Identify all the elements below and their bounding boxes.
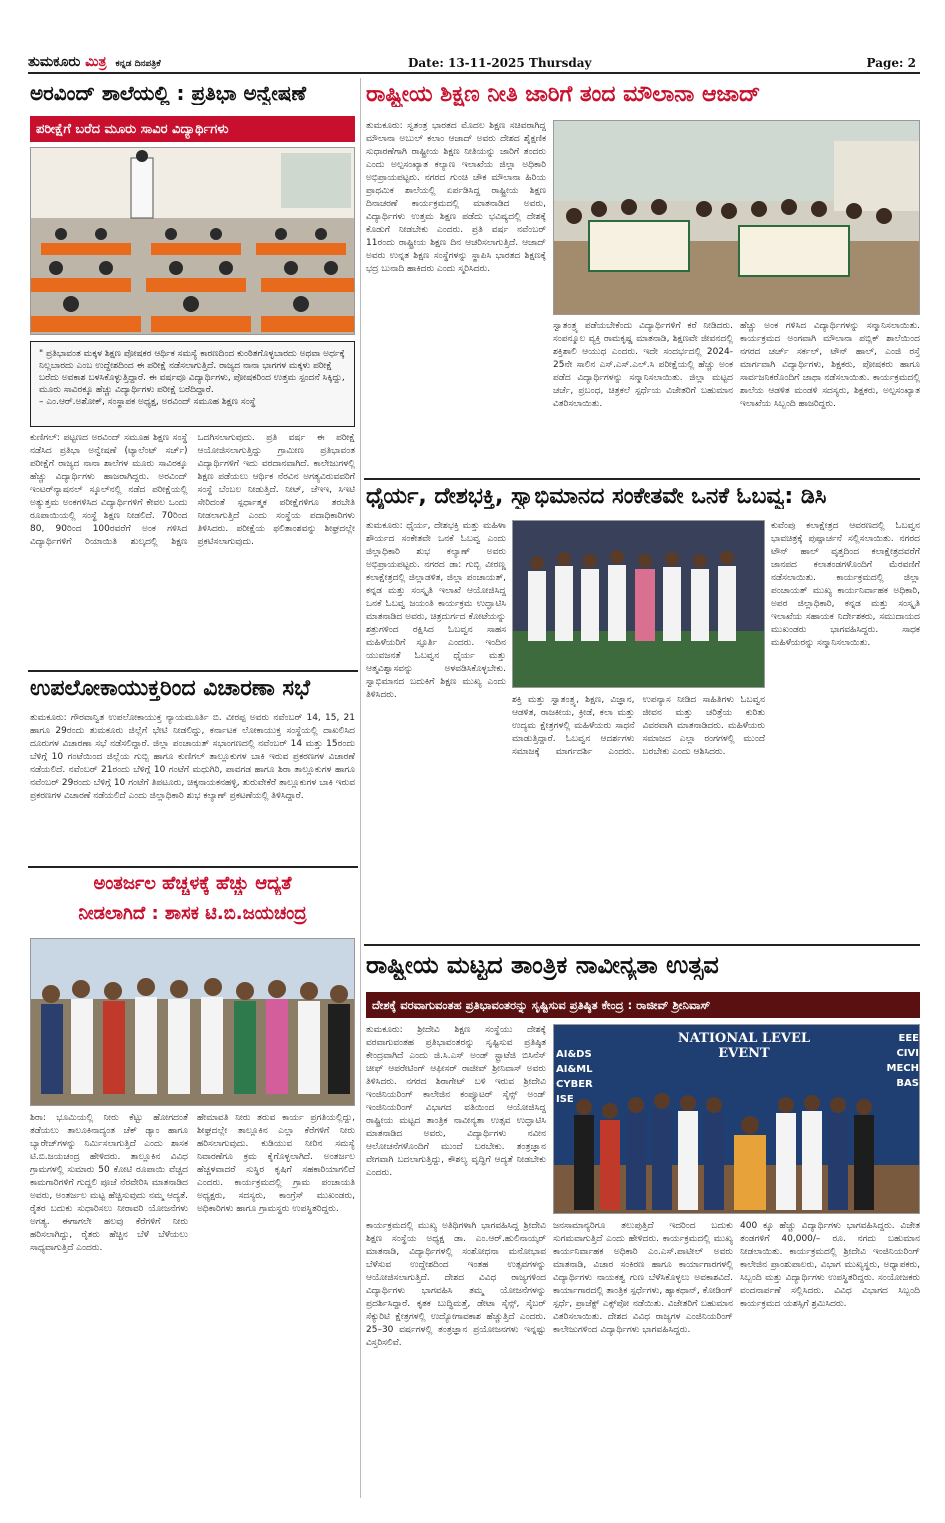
section-rule [28, 866, 358, 868]
story1-subhead: ಪರೀಕ್ಷೆಗೆ ಬರೆದ ಮೂರು ಸಾವಿರ ವಿದ್ಯಾರ್ಥಿಗಳು [30, 116, 355, 142]
group-illustration [31, 939, 355, 1106]
story4-headline: ಉಪಲೋಕಾಯುಕ್ತರಿಂದ ವಿಚಾರಣಾ ಸಭೆ [30, 676, 310, 701]
event-group-illustration [554, 1025, 920, 1214]
masthead-rule [28, 72, 920, 74]
story6-col3: ಜನಸಾಮಾನ್ಯರಿಗೂ ತಲುಪುತ್ತಿದೆ ಇದರಿಂದ ಬದುಕು ಸುಗಮವಾಗುತ್ತಿದೆ ಎಂದು ಹೇಳಿದರು. ಕಾರ್ಯಕ್ರಮದಲ್ಲಿ ಮುಖ್ಯ ಕಾರ್ಯನಿರ್ವಾಹಕ ಅಧಿಕಾರಿ ಎಂ.ಎಸ್.ಪಾಟೀಲ್ ಅವರು ಮಾತನಾಡಿ, ವಿಚಾರ ಸಂಕಿರಣ ಹಾಗೂ ಕಾರ್ಯಾಗಾರಗಳಲ್ಲಿ ವಿದ್ಯಾರ್ಥಿಗಳು ನಾಯಕತ್ವ ಗುಣ ಬೆಳೆಸಿಕೊಳ್ಳಲು ಅವಕಾಶವಿದೆ. ಕಾರ್ಯಾಗಾರದಲ್ಲಿ ತಾಂತ್ರಿಕ ಸ್ಪರ್ಧೆಗಳು, ಹ್ಯಾಕಥಾನ್, ಕೋಡಿಂಗ್ ಸ್ಪರ್ಧೆ, ಪ್ರಾಜೆಕ್ಟ್ ಎಕ್ಸ್‌ಪೋ ನಡೆಯಿತು. ವಿಜೇತರಿಗೆ ಬಹುಮಾನ ವಿತರಿಸಲಾಯಿತು. ದೇಶದ ವಿವಿಧ ರಾಜ್ಯಗಳ ಎಂಜಿನಿಯರಿಂಗ್ ಕಾಲೇಜುಗಳಿಂದ ವಿದ್ಯಾರ್ಥಿಗಳು ಭಾಗವಹಿಸಿದ್ದರು. [553, 1221, 733, 1335]
event-banner: NATIONAL LEVEL EVENT [677, 1031, 811, 1061]
dept-list-right: EEE CIVI MECH BAS [886, 1033, 919, 1089]
story4-body: ತುಮಕೂರು: ಗೌರವಾನ್ವಿತ ಉಪಲೋಕಾಯುಕ್ತ ನ್ಯಾಯಮೂರ್ತಿ ಬಿ. ವೀರಪ್ಪ ಅವರು ನವೆಂಬರ್ 14, 15, 21 ಹಾಗೂ 29ರಂದು ತುಮಕೂರು ಜಿಲ್ಲೆಗೆ ಭೇಟಿ ನೀಡಲಿದ್ದು, ಕರ್ನಾಟಕ ಲೋಕಾಯುಕ್ತ ಸಂಸ್ಥೆಯಲ್ಲಿ ದಾಖಲಿಸಿದ ದೂರುಗಳ ವಿಚಾರಣಾ ಸಭೆ ನಡೆಸಲಿದ್ದಾರೆ. ಜಿಲ್ಲಾ ಪಂಚಾಯತ್ ಸಭಾಂಗಣದಲ್ಲಿ ನವೆಂಬರ್ 14 ಮತ್ತು 15ರಂದು ಬೆಳಿಗ್ಗೆ 10 ಗಂಟೆಯಿಂದ ಜಿಲ್ಲೆಯ ಗುಬ್ಬಿ ಹಾಗೂ ಕುಣಿಗಲ್ ತಾಲ್ಲೂಕುಗಳ ಬಾಕಿ ಇರುವ ಪ್ರಕರಣಗಳ ವಿಚಾರಣೆ ನಡೆಯಲಿದೆ. ನವೆಂಬರ್ 21ರಂದು ಬೆಳಿಗ್ಗೆ 10 ಗಂಟೆಗೆ ಮಧುಗಿರಿ, ಪಾವಗಡ ಹಾಗೂ ಶಿರಾ ತಾಲ್ಲೂಕುಗಳ ಹಾಗೂ ನವೆಂಬರ್ 29ರಂದು ಬೆಳಿಗ್ಗೆ 10 ಗಂಟೆಗೆ ತಿಪಟೂರು, ಚಿಕ್ಕನಾಯಕನಹಳ್ಳಿ, ತುರುವೇಕೆರೆ ತಾಲ್ಲೂಕುಗಳ ಬಾಕಿ ಇರುವ ಪ್ರಕರಣಗಳ ವಿಚಾರಣೆ ನಡೆಯಲಿದೆ ಎಂದು ಜಿಲ್ಲಾಧಿಕಾರಿ ಶುಭ ಕಲ್ಯಾಣ್ ಪ್ರಕಟಣೆಯಲ್ಲಿ ತಿಳಿಸಿದ್ದಾರೆ. [30, 713, 355, 801]
story6-col2: ಕಾರ್ಯಕ್ರಮದಲ್ಲಿ ಮುಖ್ಯ ಅತಿಥಿಗಳಾಗಿ ಭಾಗವಹಿಸಿದ್ದ ಶ್ರೀದೇವಿ ಶಿಕ್ಷಣ ಸಂಸ್ಥೆಯ ಅಧ್ಯಕ್ಷ ಡಾ. ಎಂ.ಆರ್.ಹುಲಿನಾಯ್ಕರ್ ಮಾತನಾಡಿ, ವಿದ್ಯಾರ್ಥಿಗಳಲ್ಲಿ ಸಂಶೋಧನಾ ಮನೋಭಾವ ಬೆಳೆಸುವ ಉದ್ದೇಶದಿಂದ ಇಂತಹ ಉತ್ಸವಗಳನ್ನು ಆಯೋಜಿಸಲಾಗುತ್ತಿದೆ. ದೇಶದ ವಿವಿಧ ರಾಜ್ಯಗಳಿಂದ ವಿದ್ಯಾರ್ಥಿಗಳು ಭಾಗವಹಿಸಿ ತಮ್ಮ ಯೋಜನೆಗಳನ್ನು ಪ್ರದರ್ಶಿಸಿದ್ದಾರೆ. ಕೃತಕ ಬುದ್ಧಿಮತ್ತೆ, ಡೇಟಾ ಸೈನ್ಸ್, ಸೈಬರ್ ಸೆಕ್ಯುರಿಟಿ ಕ್ಷೇತ್ರಗಳಲ್ಲಿ ಉದ್ಯೋಗಾವಕಾಶ ಹೆಚ್ಚುತ್ತಿದೆ ಎಂದರು. 25–30 ವರ್ಷಗಳಲ್ಲಿ ತಂತ್ರಜ್ಞಾನ ಪ್ರಯೋಜನಗಳು ಇನ್ನಷ್ಟು ವಿಸ್ತರಿಸಲಿವೆ. [366, 1221, 546, 1348]
exam-hall-photo [30, 147, 355, 335]
story5-col1: ಶಿರಾ: ಭೂಮಿಯಲ್ಲಿ ನೀರು ಕೆಟ್ಟು ಹೋಗದಂತೆ ತಡೆಯಲು ತಾಲೂಕಿನಾದ್ಯಂತ ಚೆಕ್ ಡ್ಯಾಂ ಹಾಗೂ ಬ್ಯಾರೇಜ್‌ಗಳನ್ನು ನಿರ್ಮಿಸಲಾಗುತ್ತಿದೆ ಎಂದು ಶಾಸಕ ಟಿ.ಬಿ.ಜಯಚಂದ್ರ ಹೇಳಿದರು. ತಾಲ್ಲೂಕಿನ ವಿವಿಧ ಗ್ರಾಮಗಳಲ್ಲಿ ಸುಮಾರು 50 ಕೋಟಿ ರೂಪಾಯಿ ವೆಚ್ಚದ ಕಾಮಗಾರಿಗಳಿಗೆ ಗುದ್ದಲಿ ಪೂಜೆ ನೆರವೇರಿಸಿ ಮಾತನಾಡಿದ ಅವರು, ಅಂತರ್ಜಲ ಮಟ್ಟ ಹೆಚ್ಚಿಸುವುದು ನಮ್ಮ ಆದ್ಯತೆ. ರೈತರ ಬದುಕು ಸುಧಾರಿಸಲು ನೀರಾವರಿ ಯೋಜನೆಗಳು ಅಗತ್ಯ. ಈಗಾಗಲೇ ಹಲವು ಕೆರೆಗಳಿಗೆ ನೀರು ಹರಿಸಲಾಗಿದ್ದು, ರೈತರು ಹೆಚ್ಚಿನ ಬೆಳೆ ಬೆಳೆಯಲು ಸಾಧ್ಯವಾಗುತ್ತಿದೆ ಎಂದರು. [30, 1113, 188, 1253]
mla-group-photo [30, 938, 355, 1106]
story5-col2: ಹೇಮಾವತಿ ನೀರು ತರುವ ಕಾರ್ಯ ಪ್ರಗತಿಯಲ್ಲಿದ್ದು, ಶೀಘ್ರದಲ್ಲೇ ತಾಲ್ಲೂಕಿನ ಎಲ್ಲಾ ಕೆರೆಗಳಿಗೆ ನೀರು ಹರಿಸಲಾಗುವುದು. ಕುಡಿಯುವ ನೀರಿನ ಸಮಸ್ಯೆ ನಿವಾರಣೆಗೂ ಕ್ರಮ ಕೈಗೊಳ್ಳಲಾಗಿದೆ. ಅಂತರ್ಜಲ ಹೆಚ್ಚಳವಾದರೆ ಸುಸ್ಥಿರ ಕೃಷಿಗೆ ಸಹಕಾರಿಯಾಗಲಿದೆ ಎಂದರು. ಕಾರ್ಯಕ್ರಮದಲ್ಲಿ ಗ್ರಾಮ ಪಂಚಾಯತಿ ಅಧ್ಯಕ್ಷರು, ಸದಸ್ಯರು, ಕಾಂಗ್ರೆಸ್ ಮುಖಂಡರು, ಅಧಿಕಾರಿಗಳು ಹಾಗೂ ಗ್ರಾಮಸ್ಥರು ಉಪಸ್ಥಿತರಿದ್ದರು. [197, 1113, 355, 1214]
story5-headline-line2: ನೀಡಲಾಗಿದೆ : ಶಾಸಕ ಟಿ.ಬಿ.ಜಯಚಂದ್ರ [78, 904, 307, 924]
story1-headline: ಅರವಿಂದ್ ಶಾಲೆಯಲ್ಲಿ : ಪ್ರತಿಭಾ ಅನ್ವೇಷಣೆ [30, 82, 307, 105]
section-rule [364, 944, 920, 946]
story3-col1: ತುಮಕೂರು: ಧೈರ್ಯ, ದೇಶಭಕ್ತಿ ಮತ್ತು ಮಹಿಳಾ ಶೌರ್ಯದ ಸಂಕೇತವೇ ಒನಕೆ ಓಬವ್ವ ಎಂದು ಜಿಲ್ಲಾಧಿಕಾರಿ ಶುಭ ಕಲ್ಯಾಣ್ ಅವರು ಅಭಿಪ್ರಾಯಪಟ್ಟರು. ನಗರದ ಡಾ: ಗುಬ್ಬಿ ವೀರಣ್ಣ ಕಲಾಕ್ಷೇತ್ರದಲ್ಲಿ ಜಿಲ್ಲಾಡಳಿತ, ಜಿಲ್ಲಾ ಪಂಚಾಯತ್, ಕನ್ನಡ ಮತ್ತು ಸಂಸ್ಕೃತಿ ಇಲಾಖೆ ಆಯೋಜಿಸಿದ್ದ ಒನಕೆ ಓಬವ್ವ ಜಯಂತಿ ಕಾರ್ಯಕ್ರಮ ಉದ್ಘಾಟಿಸಿ ಮಾತನಾಡಿದ ಅವರು, ಚಿತ್ರದುರ್ಗದ ಕೋಟೆಯನ್ನು ಶತ್ರುಗಳಿಂದ ರಕ್ಷಿಸಿದ ಓಬವ್ವನ ಸಾಹಸ ಮಹಿಳೆಯರಿಗೆ ಸ್ಫೂರ್ತಿ ಎಂದರು. ಇಂದಿನ ಯುವಜನತೆ ಓಬವ್ವನ ಧೈರ್ಯ ಮತ್ತು ಆತ್ಮವಿಶ್ವಾಸವನ್ನು ಅಳವಡಿಸಿಕೊಳ್ಳಬೇಕು. ಸ್ವಾಭಿಮಾನದ ಬದುಕಿಗೆ ಶಿಕ್ಷಣ ಮುಖ್ಯ ಎಂದು ತಿಳಿಸಿದರು. [366, 521, 506, 700]
masthead-brand [28, 54, 161, 70]
section-rule [28, 670, 358, 672]
story3-headline: ಧೈರ್ಯ, ದೇಶಭಕ್ತಿ, ಸ್ವಾಭಿಮಾನದ ಸಂಕೇತವೇ ಒನಕೆ ಓಬವ್ವ: ಡಿಸಿ [366, 484, 827, 509]
obavva-stage-photo [512, 520, 765, 688]
event-stage-photo [553, 1024, 920, 1214]
brand-part-2: ಮಿತ್ರ [85, 54, 107, 70]
column-divider [360, 78, 361, 1498]
story5-headline-line1: ಅಂತರ್ಜಲ ಹೆಚ್ಚಳಕ್ಕೆ ಹೆಚ್ಚು ಆದ್ಯತೆ [93, 874, 292, 894]
story6-headline: ರಾಷ್ಟ್ರೀಯ ಮಟ್ಟದ ತಾಂತ್ರಿಕ ನಾವೀನ್ಯತಾ ಉತ್ಸವ [366, 952, 719, 979]
story6-col4: 400 ಕ್ಕೂ ಹೆಚ್ಚು ವಿದ್ಯಾರ್ಥಿಗಳು ಭಾಗವಹಿಸಿದ್ದರು. ವಿಜೇತ ತಂಡಗಳಿಗೆ 40,000/– ರೂ. ನಗದು ಬಹುಮಾನ ನೀಡಲಾಯಿತು. ಕಾರ್ಯಕ್ರಮದಲ್ಲಿ ಶ್ರೀದೇವಿ ಇಂಜಿನಿಯರಿಂಗ್ ಕಾಲೇಜಿನ ಪ್ರಾಂಶುಪಾಲರು, ವಿಭಾಗ ಮುಖ್ಯಸ್ಥರು, ಅಧ್ಯಾಪಕರು, ಸಿಬ್ಬಂದಿ ಮತ್ತು ವಿದ್ಯಾರ್ಥಿಗಳು ಉಪಸ್ಥಿತರಿದ್ದರು. ಸಂಯೋಜಕರು ವಂದನಾರ್ಪಣೆ ಸಲ್ಲಿಸಿದರು. ವಿವಿಧ ವಿಭಾಗದ ಸಿಬ್ಬಂದಿ ಕಾರ್ಯಕ್ರಮದ ಯಶಸ್ಸಿಗೆ ಶ್ರಮಿಸಿದರು. [740, 1221, 920, 1309]
story2-col1: ತುಮಕೂರು: ಸ್ವತಂತ್ರ ಭಾರತದ ಮೊದಲ ಶಿಕ್ಷಣ ಸಚಿವರಾಗಿದ್ದ ಮೌಲಾನಾ ಅಬುಲ್ ಕಲಾಂ ಆಜಾದ್ ಅವರು ದೇಶದ ಶೈಕ್ಷಣಿಕ ಸುಧಾರಣೆಗಾಗಿ ರಾಷ್ಟ್ರೀಯ ಶಿಕ್ಷಣ ನೀತಿಯನ್ನು ಜಾರಿಗೆ ತಂದರು ಎಂದು ಅಲ್ಪಸಂಖ್ಯಾತ ಕಲ್ಯಾಣ ಇಲಾಖೆಯ ಜಿಲ್ಲಾ ಅಧಿಕಾರಿ ಅಭಿಪ್ರಾಯಪಟ್ಟರು. ನಗರದ ಗುಂಚಿ ಚೌಕ ಮೌಲಾನಾ ಹಿರಿಯ ಪ್ರಾಥಮಿಕ ಶಾಲೆಯಲ್ಲಿ ಏರ್ಪಡಿಸಿದ್ದ ರಾಷ್ಟ್ರೀಯ ಶಿಕ್ಷಣ ದಿನಾಚರಣೆ ಕಾರ್ಯಕ್ರಮದಲ್ಲಿ ಮಾತನಾಡಿದ ಅವರು, ವಿದ್ಯಾರ್ಥಿಗಳು ಉತ್ತಮ ಶಿಕ್ಷಣ ಪಡೆದು ಭವಿಷ್ಯದಲ್ಲಿ ದೇಶಕ್ಕೆ ಕೊಡುಗೆ ನೀಡಬೇಕು ಎಂದರು. ಪ್ರತಿ ವರ್ಷ ನವೆಂಬರ್ 11ರಂದು ರಾಷ್ಟ್ರೀಯ ಶಿಕ್ಷಣ ದಿನ ಆಚರಿಸಲಾಗುತ್ತಿದೆ. ಆಜಾದ್ ಅವರು ಉನ್ನತ ಶಿಕ್ಷಣ ಸಂಸ್ಥೆಗಳನ್ನು ಸ್ಥಾಪಿಸಿ ಭಾರತದ ಶಿಕ್ಷಣಕ್ಕೆ ಭದ್ರ ಬುನಾದಿ ಹಾಕಿದರು ಎಂದು ಸ್ಮರಿಸಿದರು. [366, 121, 546, 274]
story6-subhead: ದೇಶಕ್ಕೆ ವರವಾಗುವಂತಹ ಪ್ರತಿಭಾವಂತರನ್ನು ಸೃಷ್ಟಿಸುವ ಪ್ರತಿಷ್ಠಿತ ಕೇಂದ್ರ : ರಾಜೀವ್ ಶ್ರೀನಿವಾಸ್ [366, 992, 920, 1018]
exam-hall-illustration [31, 148, 355, 335]
issue-date: Date: 13-11-2025 Thursday [408, 56, 592, 70]
story3-col2: ಶಕ್ತಿ ಮತ್ತು ಸ್ವಾತಂತ್ರ್ಯ, ಶಿಕ್ಷಣ, ವಿಜ್ಞಾನ, ಆಡಳಿತ, ರಾಜಕೀಯ, ಕ್ರೀಡೆ, ಕಲಾ ಮತ್ತು ಉದ್ಯಮ ಕ್ಷೇತ್ರಗಳಲ್ಲಿ ಮಹಿಳೆಯರು ಸಾಧನೆ ಮಾಡುತ್ತಿದ್ದಾರೆ. ಓಬವ್ವನ ಆದರ್ಶಗಳು ಸಮಾಜಕ್ಕೆ ಮಾರ್ಗದರ್ಶಿ ಎಂದರು. ಉಪನ್ಯಾಸ ನೀಡಿದ ಸಾಹಿತಿಗಳು ಓಬವ್ವನ ಜೀವನ ಮತ್ತು ಚರಿತ್ರೆಯ ಕುರಿತು ವಿವರವಾಗಿ ಮಾತನಾಡಿದರು. ಮಹಿಳೆಯರು ಸಮಾಜದ ಎಲ್ಲಾ ರಂಗಗಳಲ್ಲಿ ಮುಂದೆ ಬರಬೇಕು ಎಂದು ಆಶಿಸಿದರು. [512, 695, 765, 757]
story2-headline: ರಾಷ್ಟ್ರೀಯ ಶಿಕ್ಷಣ ನೀತಿ ಜಾರಿಗೆ ತಂದ ಮೌಲಾನಾ ಆಜಾದ್ [366, 82, 761, 107]
dept-list-left: AI&DS AI&ML CYBER ISE [556, 1049, 593, 1105]
brand-part-1: ತುಮಕೂರು [28, 54, 81, 70]
story3-col3: ಕುವೆಂಪು ಕಲಾಕ್ಷೇತ್ರದ ಆವರಣದಲ್ಲಿ ಓಬವ್ವನ ಭಾವಚಿತ್ರಕ್ಕೆ ಪುಷ್ಪಾರ್ಚನೆ ಸಲ್ಲಿಸಲಾಯಿತು. ನಗರದ ಟೌನ್ ಹಾಲ್ ವೃತ್ತದಿಂದ ಕಲಾಕ್ಷೇತ್ರದವರೆಗೆ ಜಾನಪದ ಕಲಾತಂಡಗಳೊಂದಿಗೆ ಮೆರವಣಿಗೆ ನಡೆಸಲಾಯಿತು. ಕಾರ್ಯಕ್ರಮದಲ್ಲಿ ಜಿಲ್ಲಾ ಪಂಚಾಯತ್ ಮುಖ್ಯ ಕಾರ್ಯನಿರ್ವಾಹಕ ಅಧಿಕಾರಿ, ಅಪರ ಜಿಲ್ಲಾಧಿಕಾರಿ, ಕನ್ನಡ ಮತ್ತು ಸಂಸ್ಕೃತಿ ಇಲಾಖೆಯ ಸಹಾಯಕ ನಿರ್ದೇಶಕರು, ಸಮುದಾಯದ ಮುಖಂಡರು ಭಾಗವಹಿಸಿದ್ದರು. ಸಾಧಕ ಮಹಿಳೆಯರನ್ನು ಸನ್ಮಾನಿಸಲಾಯಿತು. [771, 521, 920, 648]
story2-col3: ಹೆಚ್ಚು ಅಂಕ ಗಳಿಸಿದ ವಿದ್ಯಾರ್ಥಿಗಳನ್ನು ಸನ್ಮಾನಿಸಲಾಯಿತು. ಕಾರ್ಯಕ್ರಮದ ಅಂಗವಾಗಿ ಮೌಲಾನಾ ಪಬ್ಲಿಕ್ ಶಾಲೆಯಿಂದ ನಗರದ ಚರ್ಚ್ ಸರ್ಕಲ್, ಟೌನ್ ಹಾಲ್, ಎಂಜಿ ರಸ್ತೆ ಮಾರ್ಗವಾಗಿ ವಿದ್ಯಾರ್ಥಿಗಳು, ಶಿಕ್ಷಕರು, ಪೋಷಕರು ಹಾಗೂ ಸಾರ್ವಜನಿಕರೊಂದಿಗೆ ಜಾಥಾ ನಡೆಸಲಾಯಿತು. ಕಾರ್ಯಕ್ರಮದಲ್ಲಿ ಶಾಲೆಯ ಆಡಳಿತ ಮಂಡಳಿ ಸದಸ್ಯರು, ಶಿಕ್ಷಕರು, ಅಲ್ಪಸಂಖ್ಯಾತ ಇಲಾಖೆಯ ಸಿಬ್ಬಂದಿ ಹಾಜರಿದ್ದರು. [740, 321, 920, 409]
section-rule [364, 478, 920, 480]
rally-photo [553, 120, 920, 315]
stage-illustration [513, 521, 765, 688]
story2-col2: ಸ್ವಾತಂತ್ರ್ಯ ಪಡೆಯಬೇಕೆಂದು ವಿದ್ಯಾರ್ಥಿಗಳಿಗೆ ಕರೆ ನೀಡಿದರು. ಸಂಪನ್ಮೂಲ ವ್ಯಕ್ತಿ ರಾಮಕೃಷ್ಣ ಮಾತನಾಡಿ, ಶಿಕ್ಷಣವೇ ಜೀವನದಲ್ಲಿ ಶಕ್ತಿಶಾಲಿ ಆಯುಧ ಎಂದರು. ಇದೇ ಸಂದರ್ಭದಲ್ಲಿ 2024-25ನೇ ಸಾಲಿನ ಎಸ್.ಎಸ್.ಎಲ್.ಸಿ ಪರೀಕ್ಷೆಯಲ್ಲಿ ಹೆಚ್ಚು ಅಂಕ ಪಡೆದ ವಿದ್ಯಾರ್ಥಿಗಳನ್ನು ಸನ್ಮಾನಿಸಲಾಯಿತು. ಜಿಲ್ಲಾ ಮಟ್ಟದ ಚರ್ಚೆ, ಪ್ರಬಂಧ, ಚಿತ್ರಕಲೆ ಸ್ಪರ್ಧೆಯ ವಿಜೇತರಿಗೆ ಬಹುಮಾನ ವಿತರಿಸಲಾಯಿತು. [553, 321, 733, 409]
story1-body: ಕುಣಿಗಲ್: ಪಟ್ಟಣದ ಅರವಿಂದ್ ಸಮೂಹ ಶಿಕ್ಷಣ ಸಂಸ್ಥೆ ನಡೆಸಿದ ಪ್ರತಿಭಾ ಅನ್ವೇಷಣೆ (ಟ್ಯಾಲೆಂಟ್ ಸರ್ಚ್) ಪರೀಕ್ಷೆಗೆ ರಾಜ್ಯದ ನಾನಾ ಶಾಲೆಗಳ ಮೂರು ಸಾವಿರಕ್ಕೂ ಹೆಚ್ಚು ವಿದ್ಯಾರ್ಥಿಗಳು ಹಾಜರಾಗಿದ್ದರು. ಅರವಿಂದ್ ಇಂಟರ್‌ನ್ಯಾಷನಲ್ ಸ್ಕೂಲ್‌ನಲ್ಲಿ ನಡೆದ ಪರೀಕ್ಷೆಯಲ್ಲಿ ಅತ್ಯುತ್ತಮ ಅಂಕಗಳಿಸಿದ ವಿದ್ಯಾರ್ಥಿಗಳಿಗೆ ಕೇವಲ ಒಂದು ರೂಪಾಯಿಯಲ್ಲಿ ಸಂಸ್ಥೆ ಶಿಕ್ಷಣ ನೀಡಲಿದೆ. 70ರಿಂದ 80, 90ರಿಂದ 100ರವರೆಗೆ ಅಂಕ ಗಳಿಸಿದ ವಿದ್ಯಾರ್ಥಿಗಳಿಗೆ ರಿಯಾಯಿತಿ ಶುಲ್ಕದಲ್ಲಿ ಶಿಕ್ಷಣ ಒದಗಿಸಲಾಗುವುದು. ಪ್ರತಿ ವರ್ಷ ಈ ಪರೀಕ್ಷೆ ಆಯೋಜಿಸಲಾಗುತ್ತಿದ್ದು ಗ್ರಾಮೀಣ ಪ್ರತಿಭಾವಂತ ವಿದ್ಯಾರ್ಥಿಗಳಿಗೆ ಇದು ವರದಾನವಾಗಿದೆ. ಕಾಲೇಜುಗಳಲ್ಲಿ ಶಿಕ್ಷಣ ಪಡೆಯಲು ಆರ್ಥಿಕ ನೆರವಿನ ಅಗತ್ಯವಿರುವವರಿಗೆ ಸಂಸ್ಥೆ ಬೆಂಬಲ ನೀಡುತ್ತಿದೆ. ನೀಟ್, ಜೆಇಇ, ಸಿಇಟಿ ಸೇರಿದಂತೆ ಸ್ಪರ್ಧಾತ್ಮಕ ಪರೀಕ್ಷೆಗಳಿಗೂ ತರಬೇತಿ ನೀಡಲಾಗುತ್ತಿದೆ ಎಂದು ಸಂಸ್ಥೆಯ ಪದಾಧಿಕಾರಿಗಳು ತಿಳಿಸಿದರು. ಪರೀಕ್ಷೆಯ ಫಲಿತಾಂಶವನ್ನು ಶೀಘ್ರದಲ್ಲೇ ಪ್ರಕಟಿಸಲಾಗುವುದು. [30, 433, 355, 547]
brand-subtitle: ಕನ್ನಡ ದಿನಪತ್ರಿಕೆ [115, 59, 161, 69]
rally-illustration [554, 121, 920, 315]
story6-col1: ತುಮಕೂರು: ಶ್ರೀದೇವಿ ಶಿಕ್ಷಣ ಸಂಸ್ಥೆಯು ದೇಶಕ್ಕೆ ವರವಾಗುವಂತಹ ಪ್ರತಿಭಾವಂತರನ್ನು ಸೃಷ್ಟಿಸುವ ಪ್ರತಿಷ್ಠಿತ ಕೇಂದ್ರವಾಗಿದೆ ಎಂದು ಜಿ.ಸಿ.ಎಸ್ ಅಂಡ್ ಸ್ಟ್ರಾಟೆಜಿ ಬಿಸಿನೆಸ್ ಚೀಫ್ ಆಪರೇಟಿಂಗ್ ಆಫೀಸರ್ ರಾಜೀವ್ ಶ್ರೀನಿವಾಸ್ ಅವರು ತಿಳಿಸಿದರು. ನಗರದ ಶಿರಾಗೇಟ್ ಬಳಿ ಇರುವ ಶ್ರೀದೇವಿ ಇಂಜಿನಿಯರಿಂಗ್ ಕಾಲೇಜಿನ ಕಂಪ್ಯೂಟರ್ ಸೈನ್ಸ್ ಅಂಡ್ ಇಂಜಿನಿಯರಿಂಗ್ ವಿಭಾಗದ ವತಿಯಿಂದ ಆಯೋಜಿಸಿದ್ದ ರಾಷ್ಟ್ರೀಯ ಮಟ್ಟದ ತಾಂತ್ರಿಕ ನಾವೀನ್ಯತಾ ಉತ್ಸವ ಉದ್ಘಾಟಿಸಿ ಮಾತನಾಡಿದ ಅವರು, ವಿದ್ಯಾರ್ಥಿಗಳು ನವೀನ ಆಲೋಚನೆಗಳೊಂದಿಗೆ ಮುಂದೆ ಬರಬೇಕು. ತಂತ್ರಜ್ಞಾನ ವೇಗವಾಗಿ ಬದಲಾಗುತ್ತಿದ್ದು, ಕೌಶಲ್ಯ ವೃದ್ಧಿಗೆ ಆದ್ಯತೆ ನೀಡಬೇಕು ಎಂದರು. [366, 1025, 546, 1178]
story1-quote: " ಪ್ರತಿಭಾವಂತ ಮಕ್ಕಳ ಶಿಕ್ಷಣ ಪೋಷಕರ ಆರ್ಥಿಕ ಸಮಸ್ಯೆ ಕಾರಣದಿಂದ ಕುಂಠಿತಗೊಳ್ಳಬಾರದು ಅಥವಾ ಅರ್ಧಕ್ಕೆ ನಿಲ್ಲಬಾರದು ಎಂಬ ಉದ್ದೇಶದಿಂದ ಈ ಪರೀಕ್ಷೆ ನಡೆಸಲಾಗುತ್ತಿದೆ. ರಾಜ್ಯದ ನಾನಾ ಭಾಗಗಳ ಮಕ್ಕಳು ಪರೀಕ್ಷೆ ಬರೆದು ಅವಕಾಶ ಬಳಸಿಕೊಳ್ಳುತ್ತಿದ್ದಾರೆ. ಈ ವರ್ಷವೂ ವಿದ್ಯಾರ್ಥಿಗಳು, ಪೋಷಕರಿಂದ ಉತ್ತಮ ಸ್ಪಂದನೆ ಸಿಕ್ಕಿದ್ದು, ಮೂರು ಸಾವಿರಕ್ಕೂ ಹೆಚ್ಚು ವಿದ್ಯಾರ್ಥಿಗಳು ಪರೀಕ್ಷೆ ಬರೆದಿದ್ದಾರೆ. – ಎಂ.ಆರ್.ಅಶೋಕ್, ಸಂಸ್ಥಾಪಕ ಅಧ್ಯಕ್ಷ, ಅರವಿಂದ್ ಸಮೂಹ ಶಿಕ್ಷಣ ಸಂಸ್ಥೆ [30, 341, 355, 427]
page-number: Page: 2 [866, 56, 916, 70]
